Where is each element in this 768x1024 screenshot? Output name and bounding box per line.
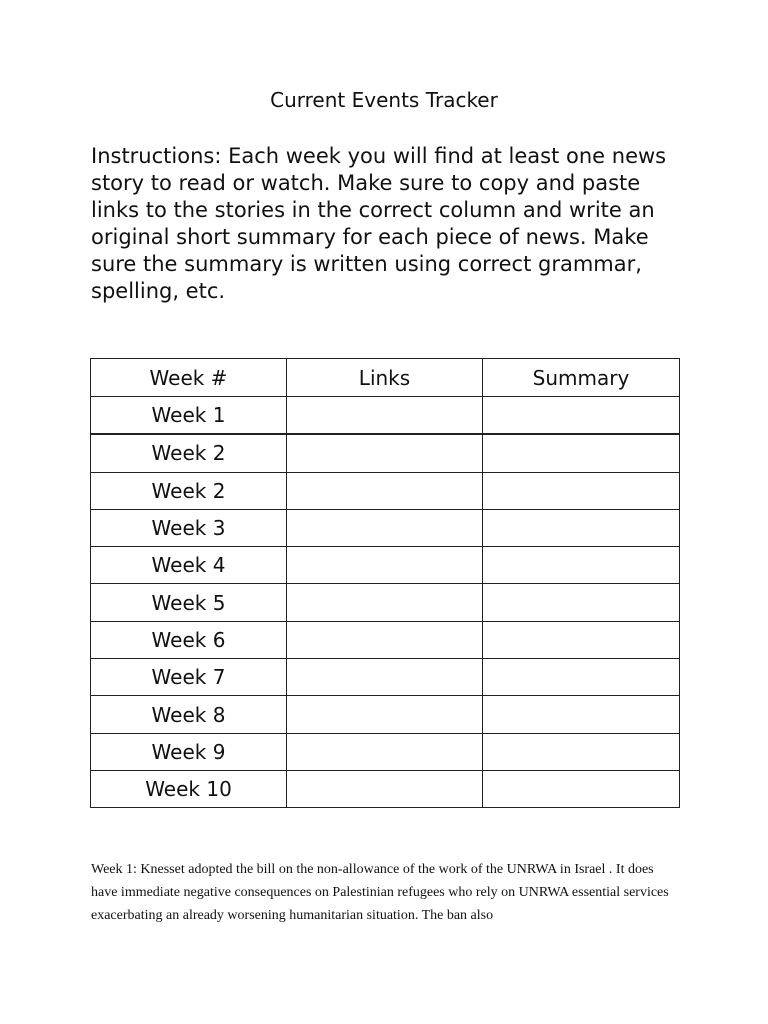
week-cell: Week 5 <box>91 584 287 621</box>
week-cell: Week 10 <box>91 770 287 807</box>
table-row <box>91 733 680 770</box>
header-summary: Summary <box>483 359 680 397</box>
tracker-table <box>90 358 680 808</box>
links-cell[interactable] <box>287 509 483 546</box>
links-cell[interactable] <box>287 696 483 733</box>
links-cell[interactable] <box>287 397 483 435</box>
table-row <box>91 659 680 696</box>
week-cell: Week 7 <box>91 659 287 696</box>
links-cell[interactable] <box>287 733 483 770</box>
week-cell: Week 2 <box>91 434 287 472</box>
summary-cell[interactable] <box>483 584 680 621</box>
table-row <box>91 770 680 807</box>
table-row <box>91 621 680 658</box>
document-title: Current Events Tracker <box>270 88 498 112</box>
summary-cell[interactable] <box>483 547 680 584</box>
table-row <box>91 434 680 472</box>
week-1-summary-text: Week 1: Knesset adopted the bill on the non-allowance of the work of the UNRWA in Israel . It does have immediate negative consequences on Palestinian refugees who rely on UNRWA essential services exacerbating an already worsening humanitarian situation. The ban also <box>91 862 669 923</box>
links-cell[interactable] <box>287 770 483 807</box>
table-row <box>91 509 680 546</box>
table-row <box>91 696 680 733</box>
links-cell[interactable] <box>287 547 483 584</box>
week-cell: Week 3 <box>91 509 287 546</box>
summary-cell[interactable] <box>483 397 680 435</box>
links-cell[interactable] <box>287 621 483 658</box>
table-row <box>91 472 680 509</box>
header-week: Week # <box>91 359 287 397</box>
summary-cell[interactable] <box>483 659 680 696</box>
instructions-paragraph: Instructions: Each week you will find at least one news story to read or watch. Make sure to copy and paste links to the stories in the correct column and write an original short summary for each piece of news. Make sure the summary is written using correct grammar, spelling, etc. <box>91 144 667 303</box>
table-header-row <box>91 359 680 397</box>
summary-cell[interactable] <box>483 434 680 472</box>
summary-cell[interactable] <box>483 733 680 770</box>
week-cell: Week 1 <box>91 397 287 435</box>
summary-cell[interactable] <box>483 696 680 733</box>
week-cell: Week 8 <box>91 696 287 733</box>
links-cell[interactable] <box>287 584 483 621</box>
week-cell: Week 6 <box>91 621 287 658</box>
links-cell[interactable] <box>287 472 483 509</box>
week-cell: Week 9 <box>91 733 287 770</box>
table-row <box>91 547 680 584</box>
table-row <box>91 584 680 621</box>
header-links: Links <box>287 359 483 397</box>
summary-cell[interactable] <box>483 770 680 807</box>
links-cell[interactable] <box>287 659 483 696</box>
table-row <box>91 397 680 435</box>
summary-cell[interactable] <box>483 472 680 509</box>
summary-cell[interactable] <box>483 621 680 658</box>
week-cell: Week 4 <box>91 547 287 584</box>
links-cell[interactable] <box>287 434 483 472</box>
summary-cell[interactable] <box>483 509 680 546</box>
week-cell: Week 2 <box>91 472 287 509</box>
